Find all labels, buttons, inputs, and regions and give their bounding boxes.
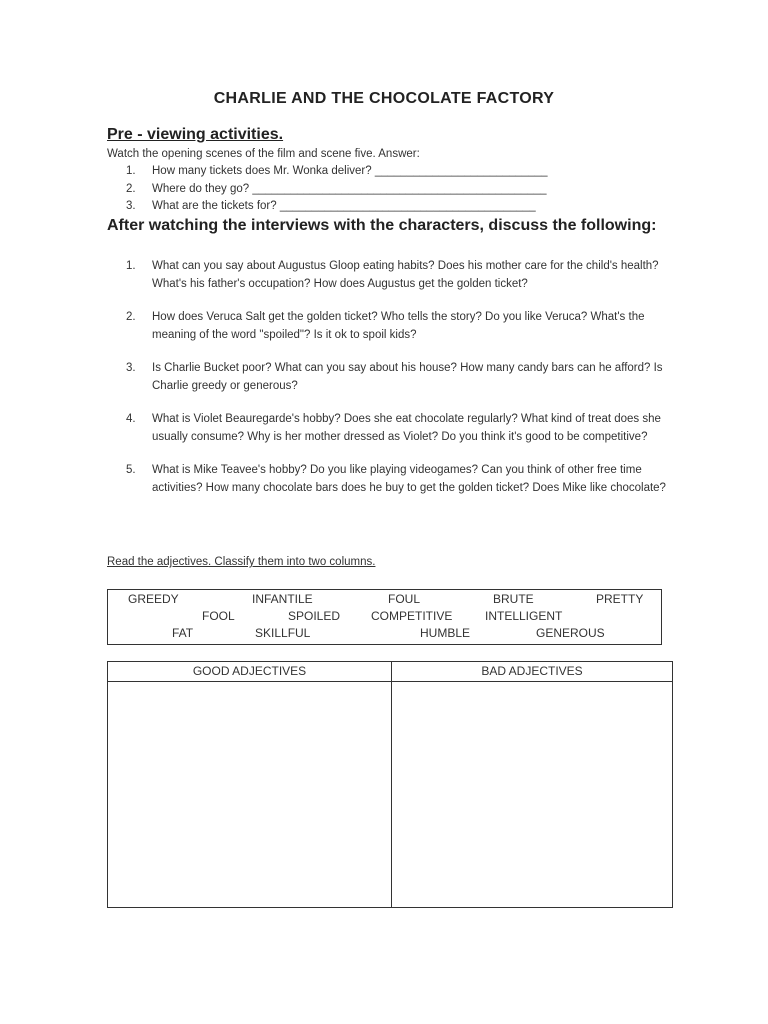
list-item — [126, 309, 666, 344]
question-text: Where do they go? ______________________________________________ — [152, 182, 547, 195]
discussion-questions — [126, 258, 666, 513]
question-number: 1. — [126, 165, 136, 177]
adjective-word: INTELLIGENT — [485, 609, 563, 623]
list-item — [126, 360, 666, 395]
question-text: How does Veruca Salt get the golden ticket? Who tells the story? Do you like Veruca? What's the meaning of the word "spoiled"? Is it ok to spoil kids? — [152, 311, 645, 341]
question-text: Is Charlie Bucket poor? What can you say about his house? How many candy bars can he afford? Is Charlie greedy or generous? — [152, 362, 663, 392]
question-number: 4. — [126, 413, 136, 425]
bad-adjectives-column — [392, 662, 672, 907]
adjective-word: FOUL — [388, 592, 421, 606]
adjective-word: HUMBLE — [420, 626, 471, 640]
pre-viewing-questions — [126, 165, 548, 218]
adjective-word: FAT — [172, 626, 194, 640]
good-adjectives-header: GOOD ADJECTIVES — [108, 662, 391, 682]
question-text: What is Violet Beauregarde's hobby? Does she eat chocolate regularly? What kind of treat does she usually consume? Why is her mother dressed as Violet? Do you think it's good to be competitive? — [152, 413, 661, 443]
adjective-word: GREEDY — [128, 592, 179, 606]
adjective-word: BRUTE — [493, 592, 534, 606]
adjective-word: FOOL — [202, 609, 235, 623]
question-text: What can you say about Augustus Gloop eating habits? Does his mother care for the child's health? What's his father's occupation? How does Augustus get the golden ticket? — [152, 260, 659, 290]
question-number: 3. — [126, 200, 136, 212]
bad-adjectives-header: BAD ADJECTIVES — [392, 662, 672, 682]
question-number: 1. — [126, 260, 136, 272]
question-text: What are the tickets for? ________________________________________ — [152, 200, 536, 212]
classification-table — [107, 661, 673, 908]
adjective-word: INFANTILE — [252, 592, 313, 606]
adjective-word-bank — [107, 589, 662, 645]
pre-viewing-heading: Pre - viewing activities. — [107, 126, 284, 143]
pre-viewing-intro: Watch the opening scenes of the film and scene five. Answer: — [107, 148, 420, 160]
adjective-word: COMPETITIVE — [371, 609, 453, 623]
list-item — [126, 258, 666, 293]
worksheet-title: CHARLIE AND THE CHOCOLATE FACTORY — [213, 90, 555, 107]
list-item — [126, 200, 548, 218]
classify-instruction: Read the adjectives. Classify them into two columns. — [107, 556, 376, 568]
adjective-word: SPOILED — [288, 609, 341, 623]
list-item — [126, 183, 548, 201]
good-adjectives-column — [108, 662, 392, 907]
after-watching-heading: After watching the interviews with the characters, discuss the following: — [107, 217, 657, 234]
question-text: What is Mike Teavee's hobby? Do you like playing videogames? Can you think of other free time activities? How many chocolate bars does he buy to get the golden ticket? Does Mike like chocolate? — [152, 464, 666, 494]
question-text: How many tickets does Mr. Wonka deliver? ___________________________ — [152, 165, 548, 177]
list-item — [126, 462, 666, 497]
question-number: 3. — [126, 362, 136, 374]
question-number: 5. — [126, 464, 136, 476]
adjective-word: GENEROUS — [536, 626, 605, 640]
adjective-word: SKILLFUL — [255, 626, 311, 640]
list-item — [126, 411, 666, 446]
question-number: 2. — [126, 182, 136, 195]
question-number: 2. — [126, 311, 136, 323]
list-item — [126, 165, 548, 183]
adjective-word: PRETTY — [596, 592, 644, 606]
